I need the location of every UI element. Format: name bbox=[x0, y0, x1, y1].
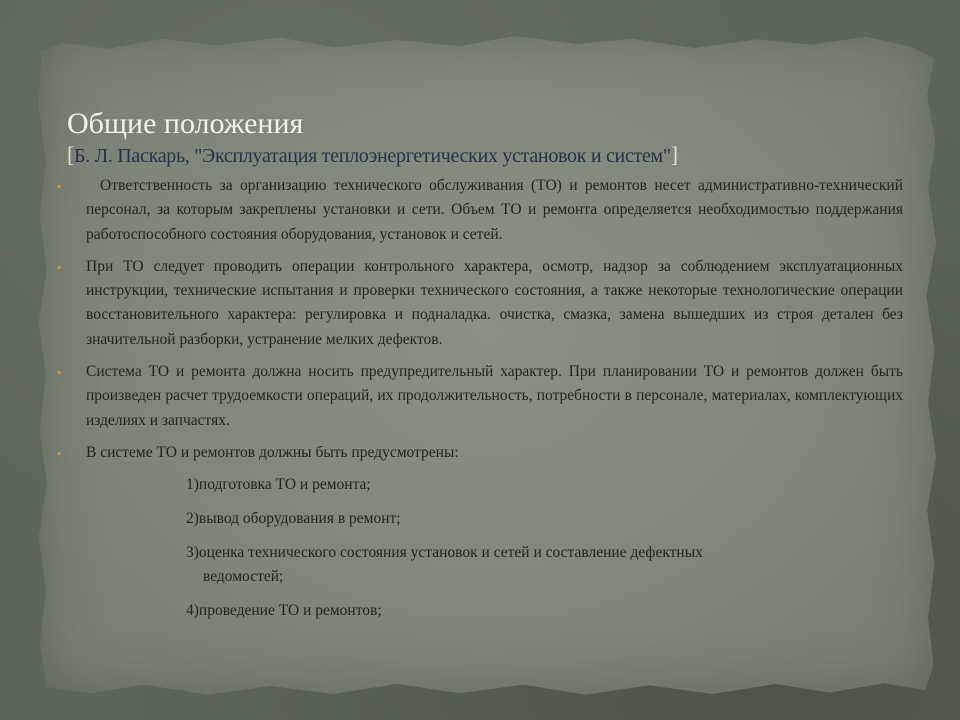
bullet-item bbox=[57, 174, 903, 247]
numbered-sublist bbox=[57, 473, 903, 623]
sublist-item bbox=[186, 473, 903, 497]
bullet-icon: • bbox=[57, 445, 62, 461]
bullet-text: Ответственность за организацию технического обслуживания (ТО) и ремонтов несет административно-технический персонал, за которым закреплены установки и сети. Объем ТО и ремонта определяется необходимостью поддержания работоспособного состояния оборудования, установок и сетей. bbox=[86, 177, 903, 243]
bullet-icon: • bbox=[57, 179, 62, 194]
sublist-item-text: 3)оценка технического состояния установок и сетей и составление дефектных bbox=[186, 543, 703, 561]
subtitle-text: Б. Л. Паскарь, "Эксплуатация теплоэнергетических установок и систем" bbox=[74, 145, 671, 167]
slide-content bbox=[57, 174, 903, 633]
sublist-item-text: 1)подготовка ТО и ремонта; bbox=[186, 476, 371, 494]
bullet-text: При ТО следует проводить операции контрольного характера, осмотр, надзор за соблюдением эксплуатационных инструкции, технические испытания и проверки технического состояния, а также некоторые технологические операции восстановительного характера: регулировка и подналадка. очистка, смазка, замена вышедших из строя детален без значительной разборки, устранение мелких дефектов. bbox=[86, 257, 903, 348]
bullet-icon: • bbox=[57, 365, 62, 381]
bullet-icon: • bbox=[57, 259, 62, 275]
subtitle-bracket-close: ] bbox=[670, 142, 678, 167]
sublist-item bbox=[186, 599, 903, 623]
bullet-text: В системе ТО и ремонтов должны быть предусмотрены: bbox=[86, 443, 459, 461]
sublist-item bbox=[186, 507, 903, 531]
sublist-item bbox=[186, 541, 903, 590]
subtitle-bracket-open: [ bbox=[67, 142, 75, 167]
title-block bbox=[67, 106, 927, 169]
sublist-item-text: 4)проведение ТО и ремонтов; bbox=[186, 601, 382, 619]
sublist-item-continuation: ведомостей; bbox=[203, 568, 284, 586]
bullet-item bbox=[57, 441, 903, 465]
bullet-item bbox=[57, 255, 903, 352]
slide-subtitle bbox=[67, 142, 927, 169]
slide-title: Общие положения bbox=[67, 107, 304, 140]
sublist-item-text: 2)вывод оборудования в ремонт; bbox=[186, 510, 401, 528]
bullet-item bbox=[57, 360, 903, 433]
bullet-text: Система ТО и ремонта должна носить предупредительный характер. При планировании ТО и ремонтов должен быть произведен расчет трудоемкости операций, их продолжительность, потребности в персонале, материалах, комплектующих изделиях и запчастях. bbox=[86, 363, 903, 429]
